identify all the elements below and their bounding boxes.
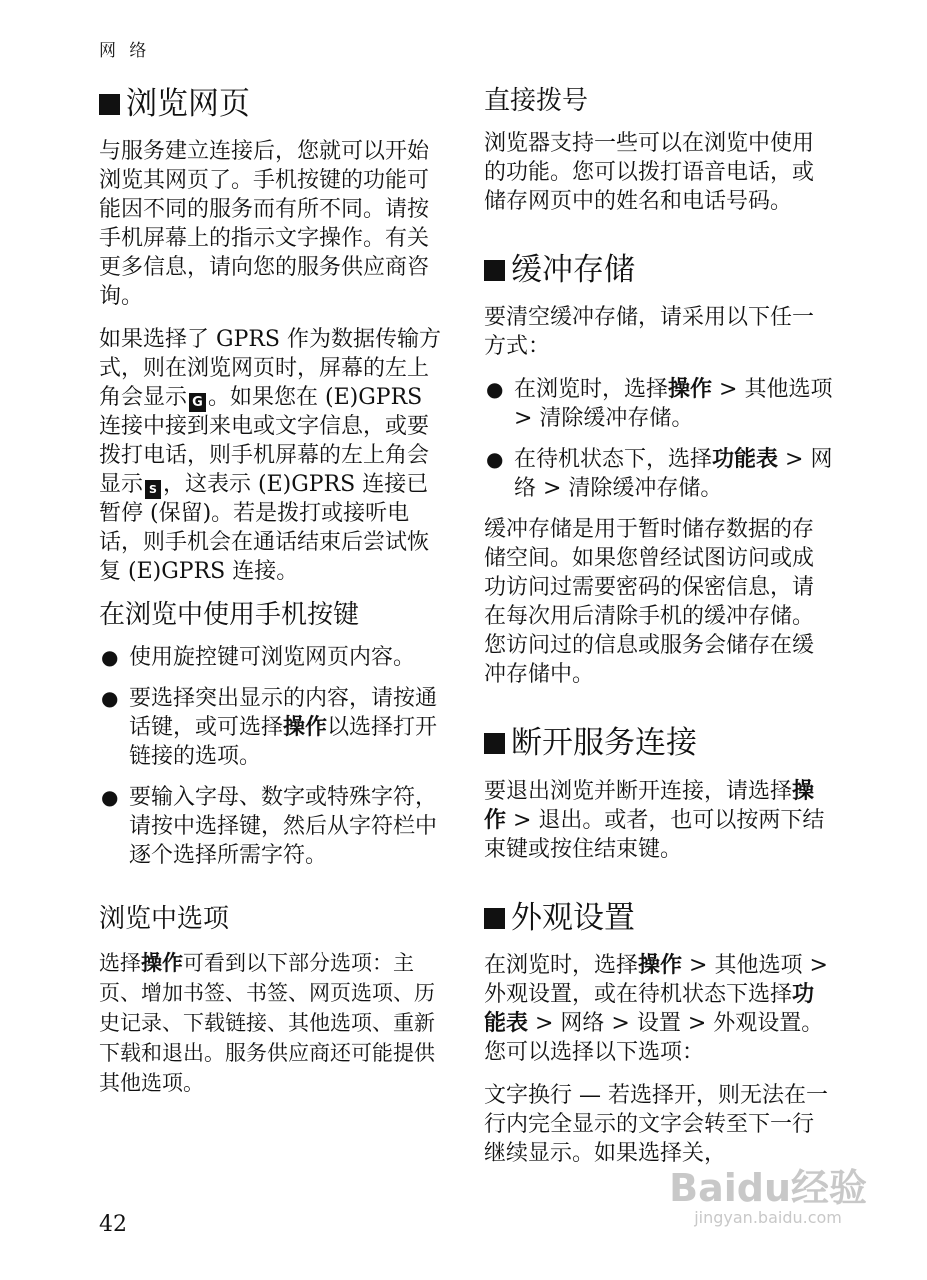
browse-para-1: 与服务建立连接后，您就可以开始浏览其网页了。手机按键的功能可能因不同的服务而有所不同。请按手机屏幕上的指示文字操作。有关更多信息，请向您的服务供应商咨询。 [99, 139, 430, 310]
bullet-icon: ● [101, 785, 119, 810]
gprs-suspended-icon: S [145, 480, 161, 499]
section-title-disconnect: 断开服务连接 [484, 725, 834, 762]
left-column [99, 86, 449, 1112]
square-bullet-icon [484, 260, 505, 281]
section-title-cache: 缓冲存储 [484, 252, 834, 289]
keys-list [99, 643, 449, 870]
gprs-icon: G [189, 393, 206, 412]
square-bullet-icon [99, 94, 120, 115]
section-title-appearance: 外观设置 [484, 900, 834, 937]
cache-intro: 要清空缓冲存储，请采用以下任一方式： [484, 305, 815, 360]
list-item: ● 要输入字母、数字或特殊字符，请按中选择键，然后从字符栏中逐个选择所需字符。 [101, 785, 438, 869]
section-title-keys: 在浏览中使用手机按键 [99, 600, 360, 631]
right-column [484, 86, 834, 1182]
watermark [669, 1168, 867, 1228]
list-item: ● 要选择突出显示的内容，请按通话键，或可选择操作以选择打开链接的选项。 [101, 686, 438, 770]
cache-list [484, 375, 834, 503]
browse-para-2: 如果选择了 GPRS 作为数据传输方式，则在浏览网页时，屏幕的左上角会显示 G 。如果您在 (E)GPRS 连接中接到来电或文字信息，或要拨打电话，则手机屏幕的左上角会显示 S ，这表示 (E)GPRS 连接已暂停 (保留)。若是拨打或接听电话，则手机会在通话结束后尝试恢复 (E)GPRS 连接。 [99, 327, 441, 585]
section-title-dial: 直接拨号 [484, 86, 589, 116]
list-item: ● 使用旋控键可浏览网页内容。 [101, 645, 416, 671]
bullet-icon: ● [486, 377, 504, 402]
bullet-icon: ● [486, 447, 504, 472]
list-item: ● 在浏览时，选择操作 > 其他选项 > 清除缓冲存储。 [486, 377, 833, 432]
cache-para: 缓冲存储是用于暂时储存数据的存储空间。如果您曾经试图访问或成功访问过需要密码的保密信息，请在每次用后清除手机的缓冲存储。您访问过的信息或服务会储存在缓冲存储中。 [484, 517, 815, 688]
running-header: 网 络 [99, 41, 151, 61]
list-item: ● 在待机状态下，选择功能表 > 网络 > 清除缓冲存储。 [486, 447, 833, 502]
dial-para: 浏览器支持一些可以在浏览中使用的功能。您可以拨打语音电话，或储存网页中的姓名和电话号码。 [484, 131, 815, 215]
watermark-logo: Baidu经验 [669, 1166, 867, 1210]
wrap-para: 文字换行 — 若选择开，则无法在一行内完全显示的文字会转至下一行继续显示。如果选择关， [484, 1082, 828, 1166]
section-title-browse: 浏览网页 [99, 86, 449, 123]
bullet-icon: ● [101, 686, 119, 711]
appearance-para: 在浏览时，选择操作 > 其他选项 > 外观设置，或在待机状态下选择功能表 > 网络 > 设置 > 外观设置。您可以选择以下选项： [484, 952, 828, 1065]
options-para: 选择操作可看到以下部分选项：主页、增加书签、书签、网页选项、历史记录、下载链接、其他选项、重新下载和退出。服务供应商还可能提供其他选项。 [99, 950, 435, 1095]
page-number: 42 [99, 1212, 127, 1237]
bullet-icon: ● [101, 645, 119, 670]
square-bullet-icon [484, 908, 505, 929]
section-title-options: 浏览中选项 [99, 904, 230, 935]
disconnect-para: 要退出浏览并断开连接，请选择操作 > 退出。或者，也可以按两下结束键或按住结束键。 [484, 778, 825, 862]
square-bullet-icon [484, 733, 505, 754]
watermark-url: jingyan.baidu.com [694, 1208, 842, 1227]
